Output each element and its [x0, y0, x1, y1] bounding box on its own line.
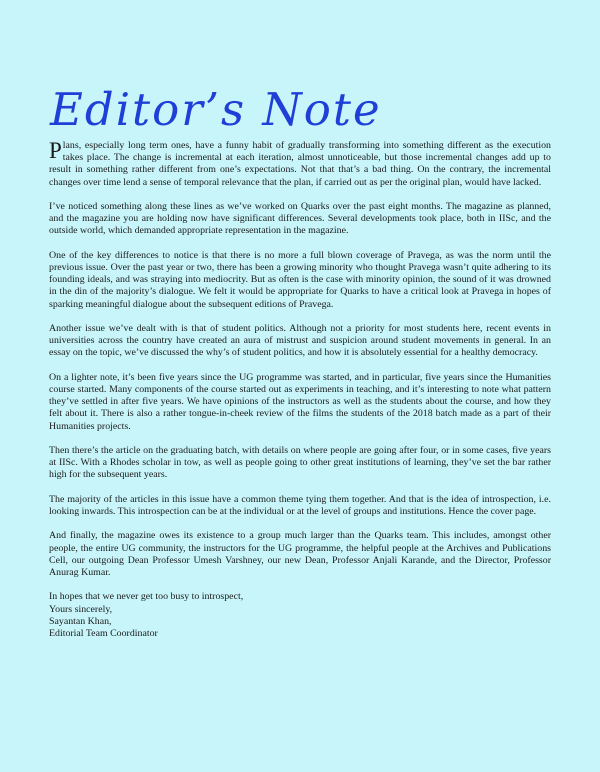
signoff: [49, 591, 551, 640]
paragraph-1-text: lans, especially long term ones, have a funny habit of gradually transforming into something different as the execution takes place. The change is incremental at each iteration, almost unnoticeable, but those incremental changes add up to result in something rather different from one’s expectations. Not that that’s a bad thing. On the contrary, the incremental changes over time lend a sense of temporal relevance that the plan, if carried out as per the original plan, would have lacked.: [49, 140, 551, 188]
page-title: Editor’s Note: [50, 83, 382, 136]
paragraph-2: I’ve noticed something along these lines as we’ve worked on Quarks over the past eight months. The magazine as planned, and the magazine you are holding now have significant differences. Several developments took place, both in IISc, and the outside world, which demanded appropriate representation in the magazine.: [49, 201, 551, 237]
paragraph-6: Then there’s the article on the graduating batch, with details on where people are going after four, or in some cases, five years at IISc. With a Rhodes scholar in tow, as well as people going to other great institutions of learning, they’ve set the bar rather high for the subsequent years.: [49, 445, 551, 481]
drop-cap: P: [49, 138, 62, 163]
paragraph-8: And finally, the magazine owes its existence to a group much larger than the Quarks team. This includes, amongst other people, the entire UG community, the instructors for the UG programme, the helpful people at the Archives and Publications Cell, our outgoing Dean Professor Umesh Varshney, our new Dean, Professor Anjali Karande, and the Director, Professor Anurag Kumar.: [49, 530, 551, 578]
signoff-line-2: Yours sincerely,: [49, 603, 113, 615]
signoff-role: Editorial Team Coordinator: [49, 628, 158, 639]
paragraph-1: [49, 140, 551, 189]
signoff-name: Sayantan Khan,: [49, 615, 112, 627]
paragraph-3: One of the key differences to notice is that there is no more a full blown coverage of Pravega, as was the norm until the previous issue. Over the past year or two, there has been a growing minority who thought Pravega wasn’t quite adhering to its founding ideals, and was straying into mediocrity. But as often is the case with minority opinion, the sound of it was drowned in the din of the majority’s dialogue. We felt it would be appropriate for Quarks to have a critical look at Pravega in hopes of sparking meaningful dialogue about the subsequent editions of Pravega.: [49, 249, 551, 310]
paragraph-5: On a lighter note, it’s been five years since the UG programme was started, and in particular, five years since the Humanities course started. Many components of the course started out as experiments in teaching, and it’s interesting to note what pattern they’ve settled in after five years. We have opinions of the instructors as well as the students about the course, and how they felt about it. There is also a rather tongue-in-cheek review of the films the students of the 2018 batch made as a part of their Humanities projects.: [49, 371, 551, 432]
signoff-line-1: In hopes that we never get too busy to introspect,: [49, 591, 244, 603]
article-body: [49, 140, 551, 652]
paragraph-4: Another issue we’ve dealt with is that of student politics. Although not a priority for most students here, recent events in universities across the country have created an aura of mistrust and suspicion around student movements in general. In an essay on the topic, we’ve discussed the why’s of student politics, and how it is absolutely essential for a healthy democracy.: [49, 323, 551, 359]
paragraph-7: The majority of the articles in this issue have a common theme tying them together. And that is the idea of introspection, i.e. looking inwards. This introspection can be at the individual or at the level of groups and institutions. Hence the cover page.: [49, 493, 551, 517]
